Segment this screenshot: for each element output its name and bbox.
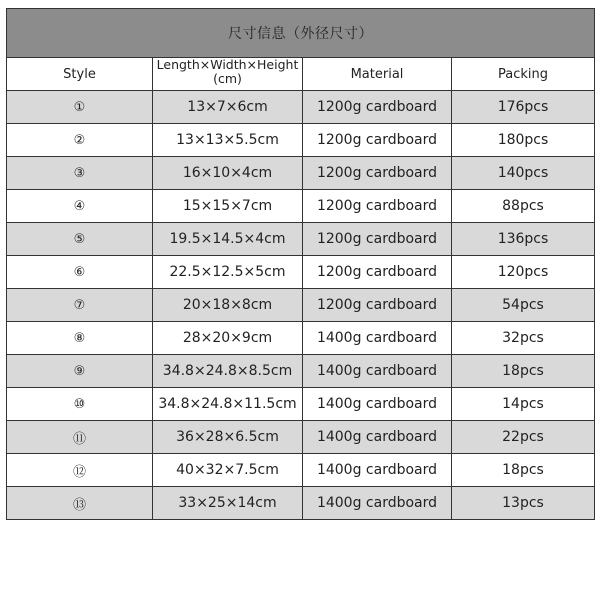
dimensions-cell: 13×13×5.5cm <box>153 124 303 157</box>
header-dimensions <box>153 58 303 91</box>
table-row <box>7 256 595 289</box>
table-row <box>7 388 595 421</box>
style-cell: ⑪ <box>7 421 153 454</box>
material-cell: 1200g cardboard <box>303 190 452 223</box>
style-cell: ⑤ <box>7 223 153 256</box>
material-cell: 1400g cardboard <box>303 322 452 355</box>
material-cell: 1200g cardboard <box>303 91 452 124</box>
table-row <box>7 223 595 256</box>
packing-cell: 140pcs <box>452 157 595 190</box>
material-cell: 1400g cardboard <box>303 421 452 454</box>
header-packing: Packing <box>452 58 595 91</box>
table-row <box>7 421 595 454</box>
table-row <box>7 190 595 223</box>
table-row <box>7 487 595 520</box>
packing-cell: 88pcs <box>452 190 595 223</box>
packing-cell: 22pcs <box>452 421 595 454</box>
dimensions-cell: 22.5×12.5×5cm <box>153 256 303 289</box>
dimensions-cell: 20×18×8cm <box>153 289 303 322</box>
size-info-table <box>6 8 595 520</box>
packing-cell: 176pcs <box>452 91 595 124</box>
material-cell: 1200g cardboard <box>303 256 452 289</box>
material-cell: 1400g cardboard <box>303 454 452 487</box>
material-cell: 1400g cardboard <box>303 355 452 388</box>
table-header-row <box>7 58 595 91</box>
packing-cell: 13pcs <box>452 487 595 520</box>
dimensions-cell: 16×10×4cm <box>153 157 303 190</box>
style-cell: ④ <box>7 190 153 223</box>
dimensions-cell: 33×25×14cm <box>153 487 303 520</box>
table-row <box>7 91 595 124</box>
dimensions-cell: 15×15×7cm <box>153 190 303 223</box>
dimensions-cell: 34.8×24.8×11.5cm <box>153 388 303 421</box>
table-row <box>7 157 595 190</box>
material-cell: 1400g cardboard <box>303 487 452 520</box>
header-dimensions-line1: Length×Width×Height <box>156 57 299 72</box>
table-row <box>7 322 595 355</box>
packing-cell: 14pcs <box>452 388 595 421</box>
table-row <box>7 355 595 388</box>
dimensions-cell: 19.5×14.5×4cm <box>153 223 303 256</box>
material-cell: 1200g cardboard <box>303 157 452 190</box>
table-title: 尺寸信息（外径尺寸） <box>7 9 595 58</box>
material-cell: 1200g cardboard <box>303 223 452 256</box>
style-cell: ⑫ <box>7 454 153 487</box>
dimensions-cell: 36×28×6.5cm <box>153 421 303 454</box>
table-row <box>7 289 595 322</box>
dimensions-cell: 28×20×9cm <box>153 322 303 355</box>
packing-cell: 54pcs <box>452 289 595 322</box>
style-cell: ⑨ <box>7 355 153 388</box>
table-row <box>7 124 595 157</box>
packing-cell: 32pcs <box>452 322 595 355</box>
table-row <box>7 454 595 487</box>
material-cell: 1200g cardboard <box>303 124 452 157</box>
packing-cell: 120pcs <box>452 256 595 289</box>
size-info-sheet <box>6 8 594 520</box>
packing-cell: 18pcs <box>452 454 595 487</box>
style-cell: ① <box>7 91 153 124</box>
table-body <box>7 91 595 520</box>
style-cell: ③ <box>7 157 153 190</box>
style-cell: ② <box>7 124 153 157</box>
style-cell: ⑥ <box>7 256 153 289</box>
material-cell: 1400g cardboard <box>303 388 452 421</box>
header-style: Style <box>7 58 153 91</box>
table-title-row <box>7 9 595 58</box>
packing-cell: 18pcs <box>452 355 595 388</box>
style-cell: ⑧ <box>7 322 153 355</box>
material-cell: 1200g cardboard <box>303 289 452 322</box>
header-dimensions-unit: (cm) <box>213 71 242 86</box>
dimensions-cell: 40×32×7.5cm <box>153 454 303 487</box>
dimensions-cell: 34.8×24.8×8.5cm <box>153 355 303 388</box>
packing-cell: 180pcs <box>452 124 595 157</box>
header-material: Material <box>303 58 452 91</box>
packing-cell: 136pcs <box>452 223 595 256</box>
style-cell: ⑦ <box>7 289 153 322</box>
style-cell: ⑬ <box>7 487 153 520</box>
style-cell: ⑩ <box>7 388 153 421</box>
dimensions-cell: 13×7×6cm <box>153 91 303 124</box>
